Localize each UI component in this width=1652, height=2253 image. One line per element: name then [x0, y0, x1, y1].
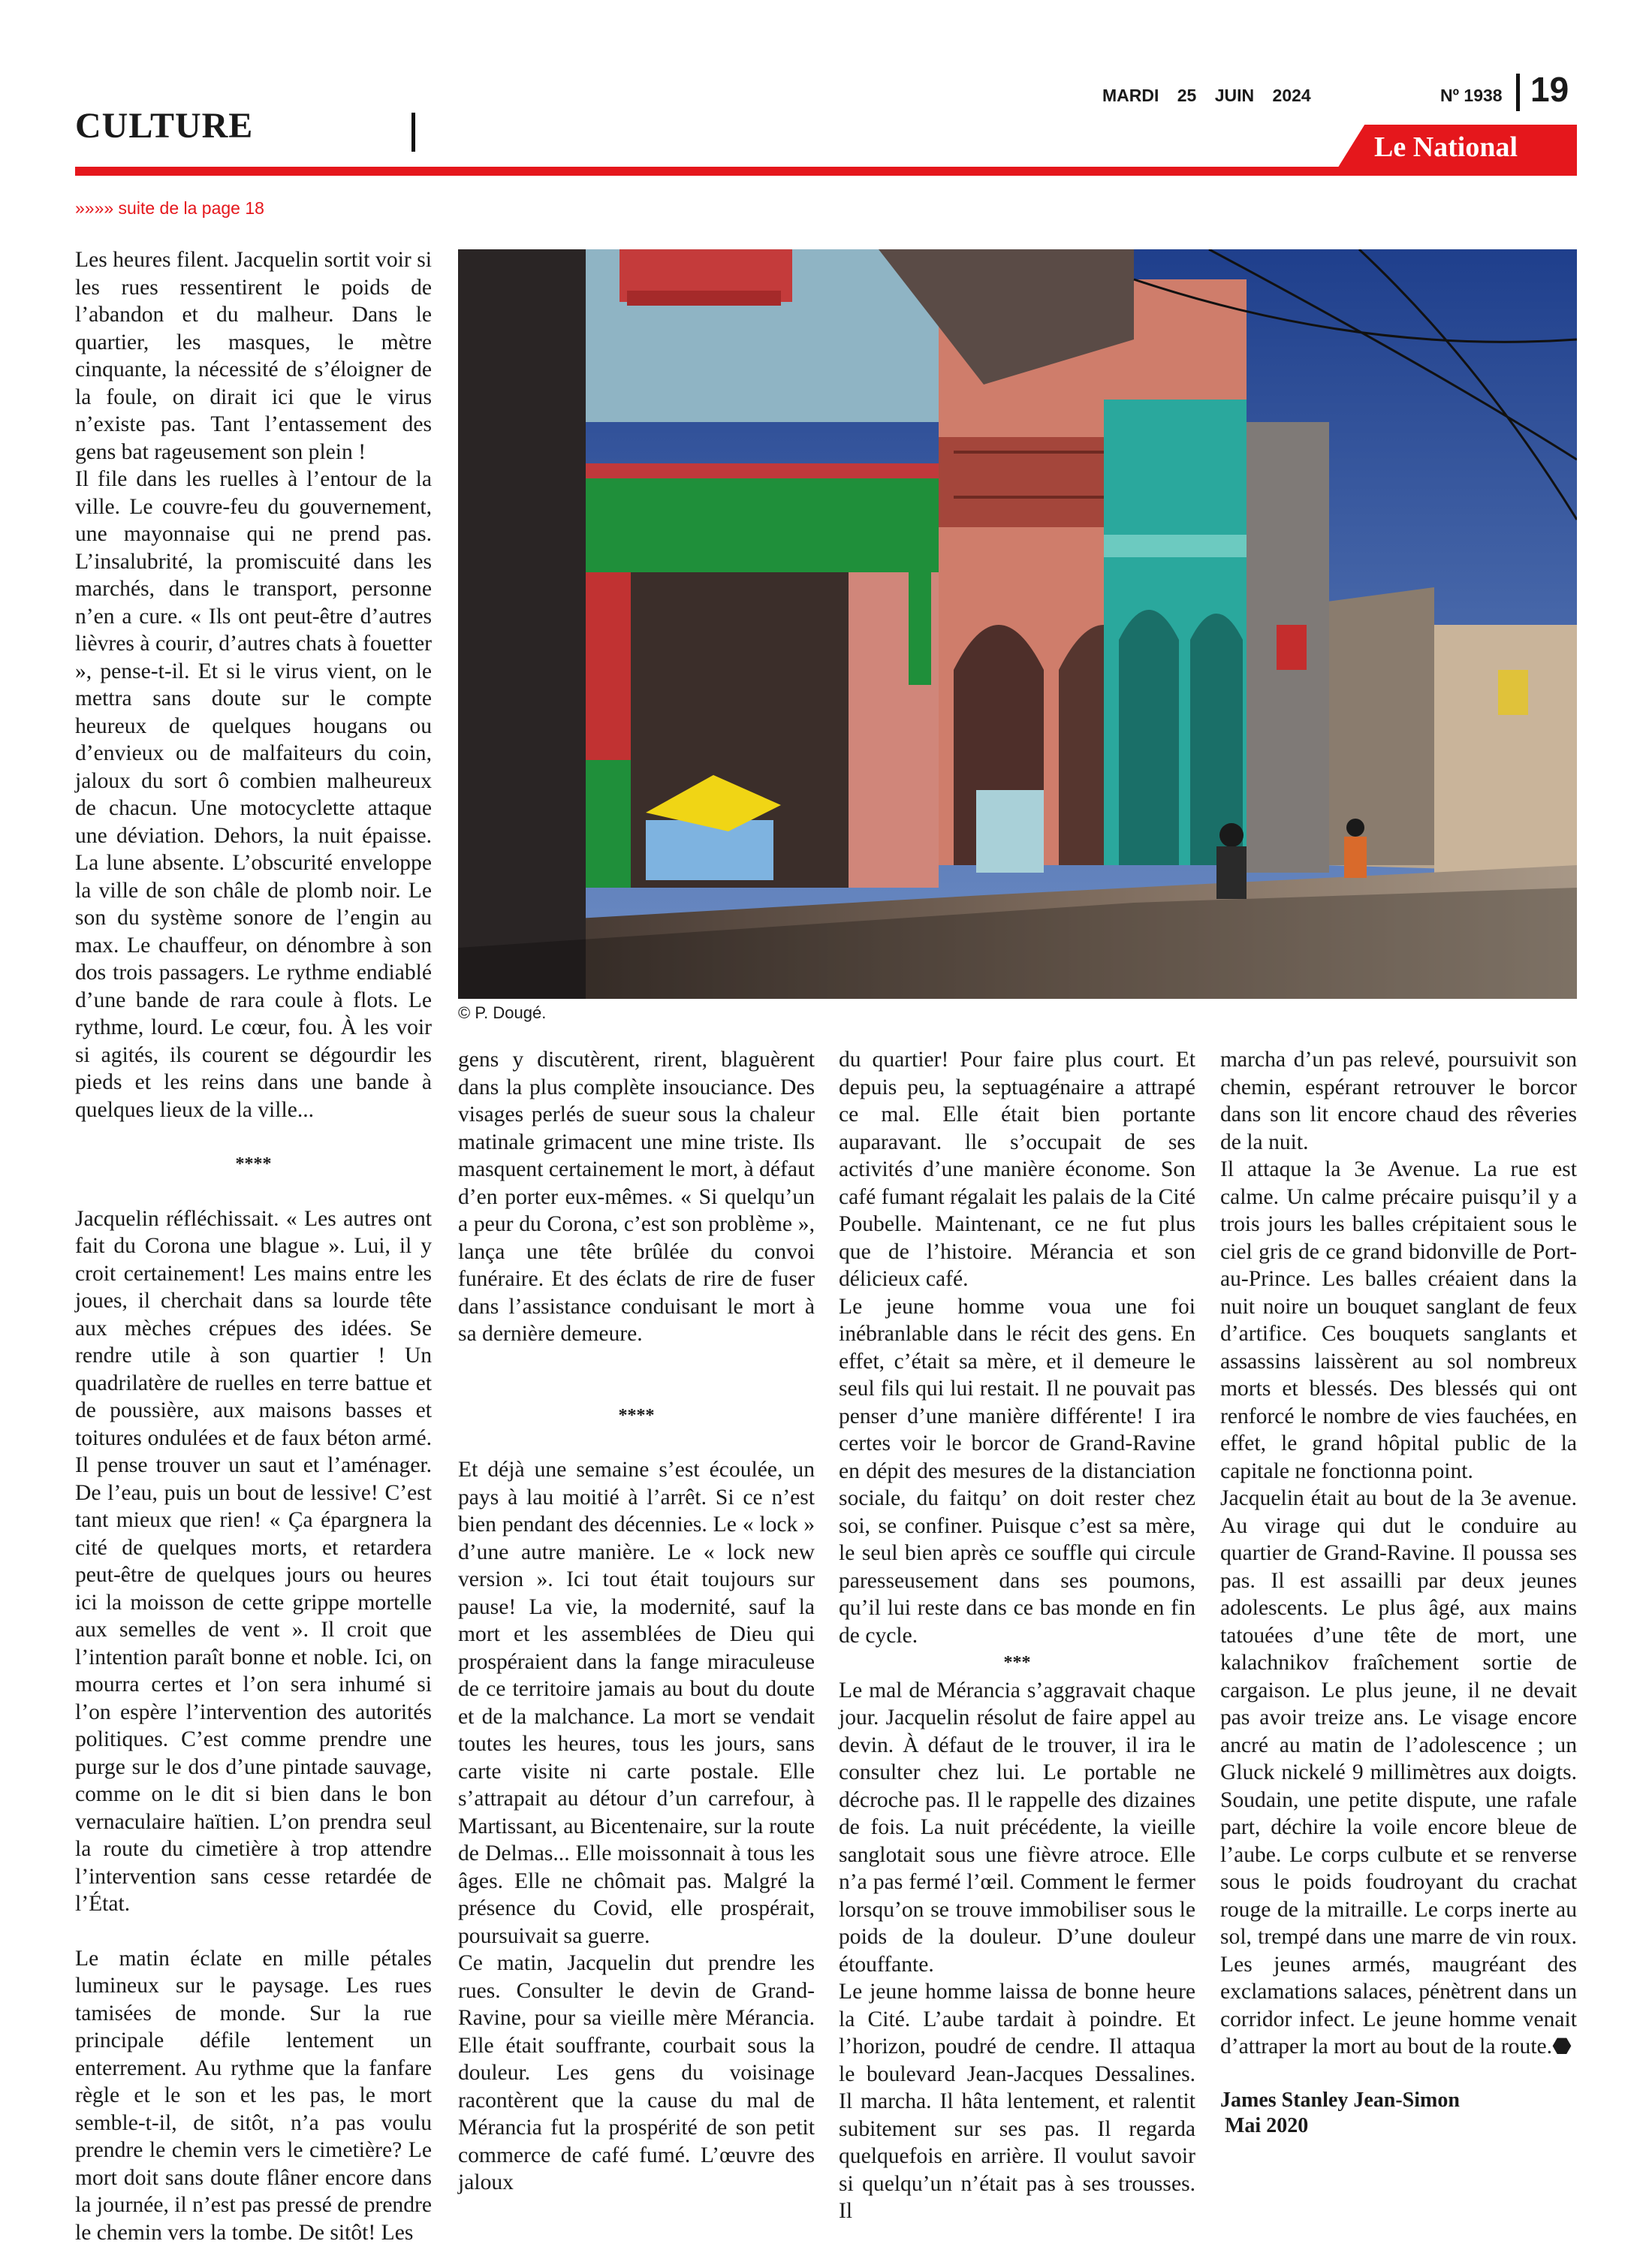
photo-credit: © P. Dougé.	[458, 1003, 547, 1022]
continued-from-note: »»»» suite de la page 18	[75, 198, 264, 218]
paragraph: Ce matin, Jacquelin dut prendre les rues. Consulter le devin de Grand-Ravine, pour sa vieille mère Mérancia. Elle était souffrante, courbait sous la douleur. Les gens du voisinage racontèrent que la cause du mal de Mérancia fut la prospérité de son petit commerce de café fumé. L’œuvre des jaloux	[458, 1951, 815, 2194]
page-number: 19	[1530, 70, 1569, 109]
section-separator: ****	[235, 1154, 272, 1174]
section-separator: ****	[618, 1405, 655, 1425]
section-divider	[411, 113, 415, 152]
paragraph-text: Jacquelin était au bout de la 3e avenue. Au virage qui dut le conduire au quartier de Grand-Ravine. Il poussa ses pas. Il est assailli par deux jeunes adolescents. Le plus âgé, aux mains tatouées d’une tête de mort, une kalachnikov fraîchement sortie de cargaison. Le plus jeune, il ne devait pas avoir treize ans. Le visage encore ancré au matin de l’adolescence ; un Gluck nickelé 9 millimètres aux doigts. Soudain, une petite dispute, une rafale part, déchire la voile encore bleue de l’aube. Le corps culbute et se renverse sous le poids foudroyant du crachat rouge de la mitraille. Le corps inerte au sol, trempé dans une marre de vin roux. Les jeunes armés, maugréant des exclamations salaces, pénètrent dans un corridor infect. Le jeune homme venait d’attraper la mort au bout de la route.	[1220, 1486, 1577, 2058]
street-scene-image	[458, 249, 1577, 999]
masthead-name: Le National	[1374, 131, 1518, 163]
paragraph: Le jeune homme voua une foi inébranlable dans le récit des gens. En effet, c’était sa mère, et il demeure le seul fils qui lui restait. Il ne pouvait pas penser d’une manière différente! I ira certes voir le borcor de Grand-Ravine en dépit des mesures de la distanciation sociale, du faitqu’ on doit rester chez soi, se confiner. Puisque c’est sa mère, le seul bien après ce souffle qui circule paresseusement dans ses poumons, qu’il lui reste dans ce bas monde en fin de cycle.	[839, 1294, 1195, 1648]
paragraph: Il attaque la 3e Avenue. La rue est calme. Un calme précaire puisqu’il y a trois jours les balles crépitaient sous le ciel gris de ce grand bidonville de Port-au-Prince. Les balles créaient dans la nuit noire un bouquet sanglant de feux d’artifice. Ces bouquets sanglants et assassins laissèrent au sol nombreux morts et blessés. Des blessés qui ont renforcé le nombre de vies fauchées, en effet, le grand hôpital public de la capitale ne fonctionna point.	[1220, 1157, 1577, 1483]
section-title: CULTURE	[75, 106, 254, 146]
issue-number: Nº 1938	[1440, 86, 1503, 105]
end-of-article-icon: ⬣	[1552, 2034, 1572, 2058]
paragraph: Le jeune homme laissa de bonne heure la Cité. L’aube tardait à poindre. Et l’horizon, poudré de cendre. Il attaqua le boulevard Jean-Jacques Dessalines. Il marcha. Il hâta lentement, et ralentit subitement sur ses pas. Il regarda quelquefois en arrière. Il voulut savoir si quelqu’un n’était pas à ses trousses. Il	[839, 1980, 1195, 2223]
article-column-3	[839, 1046, 1195, 2225]
section-separator: ***	[1003, 1653, 1031, 1672]
issue-date: MARDI 25 JUIN 2024	[1102, 86, 1311, 105]
street-photo	[458, 249, 1577, 999]
article-column-1	[75, 246, 432, 2246]
paragraph	[1220, 1485, 1577, 2061]
article-column-2	[458, 1046, 815, 2197]
paragraph: Il file dans les ruelles à l’entour de la ville. Le couvre-feu du gouvernement, une mayonnaise qui ne prend pas. L’insalubrité, la promiscuité dans les marchés, dans le transport, personne n’en a cure. « Ils ont peut-être d’autres lièvres à courir, d’autres chats à fouetter », pense-t-il. Et si le virus vient, on le mettra sans doute sur le compte heureux de quelques hougans ou d’envieux ou de malfaiteurs du coin, jaloux du sort ô combien malheureux de chacun. Une motocyclette attaque une déviation. Dehors, la nuit épaisse. La lune absente. L’obscurité enveloppe la ville de son châle de plomb noir. Le son du système sonore de l’engin au max. Le chauffeur, on dénombre à son dos trois passagers. Le rythme endiablé d’une bande de rara coule à flots. Le rythme, lourd. Le cœur, fou. À les voir si agités, ils courent se dégourdir les pieds et les reins dans une bande à quelques lieux de la ville...	[75, 467, 432, 1122]
article-column-4	[1220, 1046, 1577, 2139]
author-date: Mai 2020	[1225, 2113, 1309, 2137]
paragraph: Le matin éclate en mille pétales lumineux sur le paysage. Les rues tamisées de monde. Sur la rue principale défile lentement un enterrement. Au rythme que la fanfare règle et le son et les pas, le mort semble-t-il, de sitôt, n’a pas voulu prendre le chemin vers le cimetière? Le mort doit sans doute flâner encore dans la journée, il n’est pas pressé de prendre le chemin vers la tombe. De sitôt! Les	[75, 1946, 432, 2245]
paragraph: Le mal de Mérancia s’aggravait chaque jour. Jacquelin résolut de faire appel au devin. À défaut de le trouver, il ira le consulter chez lui. Le portable ne décroche pas. Il le rappelle des dizaines de fois. La nuit précédente, la vieille sanglotait sous une fièvre atroce. Elle n’a pas fermé l’œil. Comment le fermer lorsqu’on se trouve immobiliser sous le poids de la douleur. D’une douleur étouffante.	[839, 1678, 1195, 1977]
page-number-divider	[1516, 74, 1520, 111]
paragraph: Les heures filent. Jacquelin sortit voir si les rues ressentirent le poids de l’abandon et du malheur. Dans le quartier, les masques, le mètre cinquante, la nécessité de s’éloigner de la foule, on dirait ici que le virus n’existe pas. Tant l’entassement des gens bat rageusement son plein !	[75, 248, 432, 464]
paragraph: Jacquelin réfléchissait. « Les autres ont fait du Corona une blague ». Lui, il y croit certainement! Les mains entre les joues, il cherchait dans sa lourde tête aux mèches crépues des idées. Se rendre utile à son quartier ! Un quadrilatère de ruelles en terre battue et de poussière, aux maisons basses et toitures ondulées et de faux béton armé. Il pense trouver un saut et l’aménager. De l’eau, puis un bout de lessive! C’est tant mieux que rien! « Ça épargnera la cité de quelques morts, et retardera peut-être de quelques jours ou heures ici la moisson de cette grippe mortelle aux semelles de vent ». Il croit que l’intention paraît bonne et noble. Ici, on mourra certes et l’on sera inhumé si l’on espère l’intervention des autorités politiques. C’est comme prendre une purge sur le dos d’une pintade sauvage, comme on le dit si bien dans le bon vernaculaire haïtien. L’on prendra seul la route du cimetière à trop attendre l’intervention sans cesse retardée de l’État.	[75, 1206, 432, 1916]
author-name: James Stanley Jean-Simon	[1220, 2088, 1460, 2112]
paragraph: gens y discutèrent, rirent, blaguèrent dans la plus complète insouciance. Des visages perlés de sueur sous la chaleur matinale grimacent une mine triste. Ils masquent certainement le mort, à défaut d’en porter eux-mêmes. « Si quelqu’un a peur du Corona, c’est son problème », lança une tête brûlée du convoi funéraire. Et des éclats de rire de fuser dans l’assistance conduisant le mort à sa dernière demeure.	[458, 1048, 815, 1346]
paragraph: marcha d’un pas relevé, poursuivit son chemin, espérant retrouver le borcor dans son lit encore chaud des rêveries de la nuit.	[1220, 1048, 1577, 1154]
paragraph: Et déjà une semaine s’est écoulée, un pays à lau moitié à l’arrêt. Si ce n’est bien pendant des décennies. Le « lock » d’une autre manière. Le « lock new version ». Ici tout était toujours sur pause! La vie, la modernité, sauf la mort et les assemblées de Dieu qui prospéraient dans la fange miraculeuse de ce territoire jamais au bout du doute et de la malchance. La mort se vendait toutes les heures, tous les jours, sans carte visite ni carte postale. Elle s’attrapait au détour d’un carrefour, à Martissant, au Bicentenaire, sur la route de Delmas... Elle moissonnait à tous les âges. Elle ne chômait pas. Malgré la présence du Covid, elle prospérait, poursuivait sa guerre.	[458, 1458, 815, 1948]
paragraph: du quartier! Pour faire plus court. Et depuis peu, la septuagénaire a attrapé ce mal. Elle était bien portante auparavant. lle s’occupait de ses activités d’une manière économe. Son café fumant régalait les palais de la Cité Poubelle. Maintenant, ce ne fut plus que de l’histoire. Mérancia et son délicieux café.	[839, 1048, 1195, 1291]
